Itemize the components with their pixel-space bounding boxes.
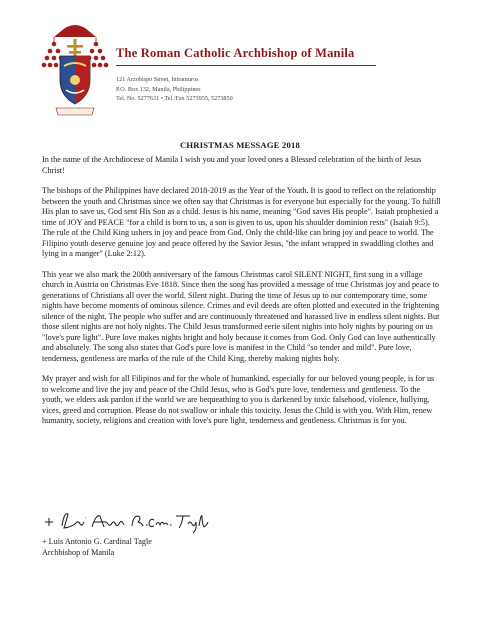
coat-of-arms-icon (40, 20, 110, 120)
letterhead-divider (116, 65, 376, 66)
paragraph-year-of-youth: The bishops of the Philippines have declared 2018-2019 as the Year of the Youth. It is good to reflect on the relationship between the youth and Christmas since we often say that Christmas is for everyone but especially for the young. To fulfill His plan to save us, God sent His Son as a child. Jesus is his name, meaning "God saves His people". Isaiah prophesied a time of JOY and PEACE "for a child is born to us, a son is given to us, upon his shoulder dominion rests" (Isaiah 9:5). The rule of the Child King ushers in joy and peace from God. Only the child-like can bring joy and peace to world. The Filipino youth deserve genuine joy and peace offered by the Savior Jesus, "the infant wrapped in swaddling clothes and lying in a manger" (Luke 2:12). (42, 186, 441, 258)
address-line: 121 Arzobispo Street, Intramuros (116, 76, 199, 83)
paragraph-prayer: My prayer and wish for all Filipinos and for the whole of humankind, especially for our beloved young people, is for us to welcome and live the joy and peace of the Child Jesus, who is God's pure love, tenderness and gentleness. To the youth, we elders ask pardon if the world we are bequeathing to you is darkened by toxic falsehood, violence, bullying, vices, greed and corruption. Please do not swallow or inhale this toxicity. Jesus the Child is with you. With Him, renew humanity, society, religions and creation with love's pure light, tenderness and gentleness. Christmas is for you. (42, 374, 435, 425)
paragraph-greeting: In the name of the Archdiocese of Manila I wish you and your loved ones a Blessed celebration of the birth of Jesus Christ! (42, 155, 422, 175)
signatory-block (42, 537, 152, 558)
letter-body (42, 155, 442, 437)
paragraph-silent-night: This year we also mark the 200th anniversary of the famous Christmas carol SILENT NIGHT, first sung in a village church in Austria on Christmas Eve 1818. Since then the song has provided a message of true Christmas joy and peace to generations of Christians all over the world. Silent night. During the time of Jesus up to our contemporary time, some nights have become moments of ominous silence. Crimes and evil deeds are often plotted and executed in the frightening silence of the night. The people who suffer and are continuously threatened and harassed live in endless silent nights. But those silent nights are not holy nights. The Child Jesus transformed eerie silent nights into holy nights by pouring on us "love's pure light". Pure love makes nights bright and holy because it comes from God. Only God can love authentically and absolutely. The song also states that God's pure love is manifest in the Child "so tender and mild". Pure love, tenderness, gentleness are marks of the rule of the Child King, thereby making nights holy. (42, 269, 440, 363)
signatory-name: + Luis Antonio G. Cardinal Tagle (42, 537, 152, 546)
document-title: CHRISTMAS MESSAGE 2018 (180, 140, 300, 150)
handwritten-signature (42, 508, 212, 534)
letterhead (40, 20, 460, 130)
letterhead-title: The Roman Catholic Archbishop of Manila (116, 46, 355, 60)
contact-line: Tel. No. 5277631 • Tel./Fax 5273955, 5273850 (116, 95, 233, 102)
letterhead-address (116, 75, 233, 104)
address-line: P.O. Box 132, Manila, Philippines (116, 85, 201, 93)
signatory-title: Archbishop of Manila (42, 547, 115, 557)
